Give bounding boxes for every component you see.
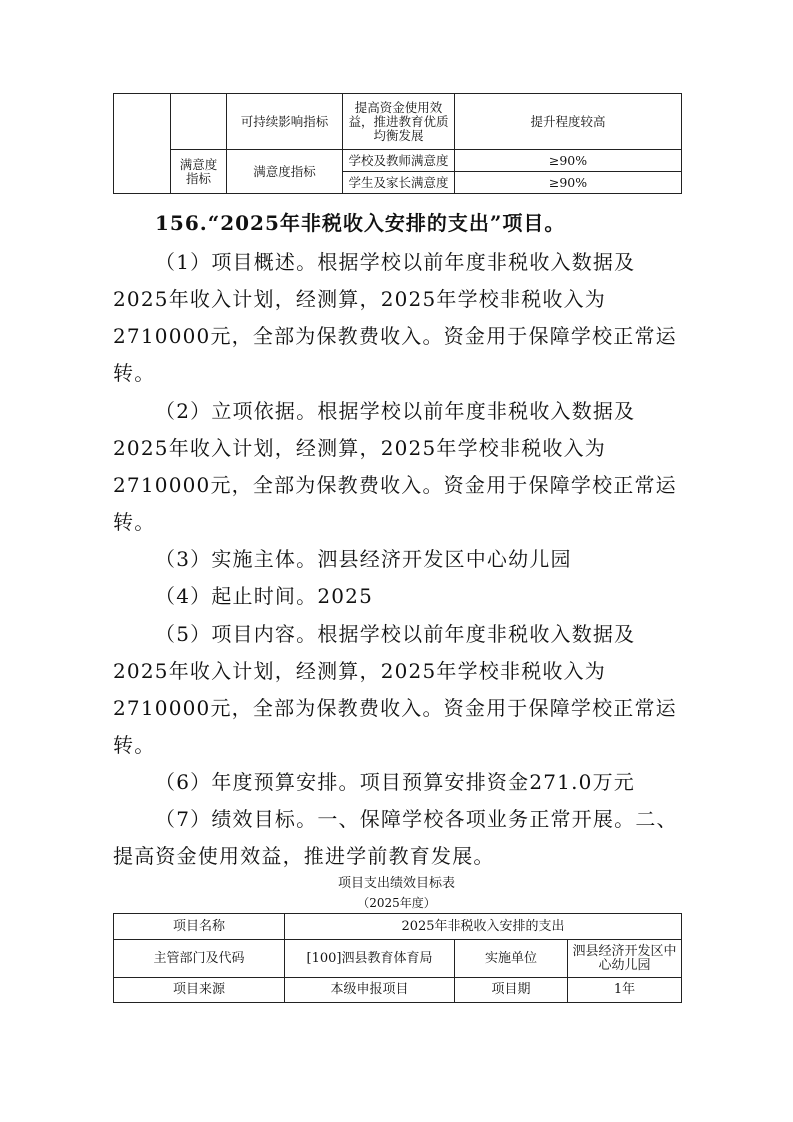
table-cell: ≥90%	[455, 150, 682, 172]
table-cell: 满意度指标	[171, 150, 227, 194]
section-heading: 156.“2025年非税收入安排的支出”项目。	[155, 211, 566, 235]
table-cell: 泗县经济开发区中心幼儿园	[568, 940, 682, 978]
paragraph-line: 2710000元，全部为保教费收入。资金用于保障学校正常运	[113, 473, 677, 497]
table-caption: 项目支出绩效目标表	[337, 876, 455, 891]
paragraph-line: （5）项目内容。根据学校以前年度非税收入数据及	[155, 622, 636, 646]
paragraph-line: （7）绩效目标。一、保障学校各项业务正常开展。二、	[155, 807, 678, 831]
paragraph-line: 2025年收入计划，经测算，2025年学校非税收入为	[113, 436, 606, 460]
table-cell: 项目来源	[114, 978, 285, 1003]
paragraph-line: 转。	[113, 361, 156, 385]
paragraph-line: （2）立项依据。根据学校以前年度非税收入数据及	[155, 399, 636, 423]
table-cell	[114, 94, 171, 194]
table-cell: 主管部门及代码	[114, 940, 285, 978]
paragraph-line: 2025年收入计划，经测算，2025年学校非税收入为	[113, 659, 606, 683]
table-cell: 1年	[568, 978, 682, 1003]
paragraph-line: 提高资金使用效益，推进学前教育发展。	[113, 844, 495, 868]
paragraph-line: 2025年收入计划，经测算，2025年学校非税收入为	[113, 287, 606, 311]
paragraph-line: （6）年度预算安排。项目预算安排资金271.0万元	[155, 770, 635, 794]
paragraph-line: （1）项目概述。根据学校以前年度非税收入数据及	[155, 250, 636, 274]
paragraph-line: （4）起止时间。2025	[155, 584, 374, 608]
project-info-table	[113, 913, 682, 1003]
table-cell: [100]泗县教育体育局	[285, 940, 455, 978]
table-cell: 本级申报项目	[285, 978, 455, 1003]
table-cell: 学生及家长满意度	[343, 172, 455, 194]
paragraph-line: （3）实施主体。泗县经济开发区中心幼儿园	[155, 547, 572, 571]
table-cell: 提高资金使用效益，推进教育优质均衡发展	[343, 94, 455, 150]
table-cell: 满意度指标	[227, 150, 343, 194]
table-cell: 项目名称	[114, 914, 285, 940]
table-cell: 2025年非税收入安排的支出	[285, 914, 682, 940]
table-cell: 学校及教师满意度	[343, 150, 455, 172]
table-cell: 提升程度较高	[455, 94, 682, 150]
table-cell: ≥90%	[455, 172, 682, 194]
table-cell: 实施单位	[455, 940, 568, 978]
paragraph-line: 转。	[113, 510, 156, 534]
indicator-table	[113, 93, 682, 194]
table-cell: 可持续影响指标	[227, 94, 343, 150]
table-cell	[171, 94, 227, 150]
table-year: （2025年度）	[357, 896, 436, 910]
table-cell: 项目期	[455, 978, 568, 1003]
paragraph-line: 转。	[113, 733, 156, 757]
paragraph-line: 2710000元，全部为保教费收入。资金用于保障学校正常运	[113, 324, 677, 348]
paragraph-line: 2710000元，全部为保教费收入。资金用于保障学校正常运	[113, 696, 677, 720]
